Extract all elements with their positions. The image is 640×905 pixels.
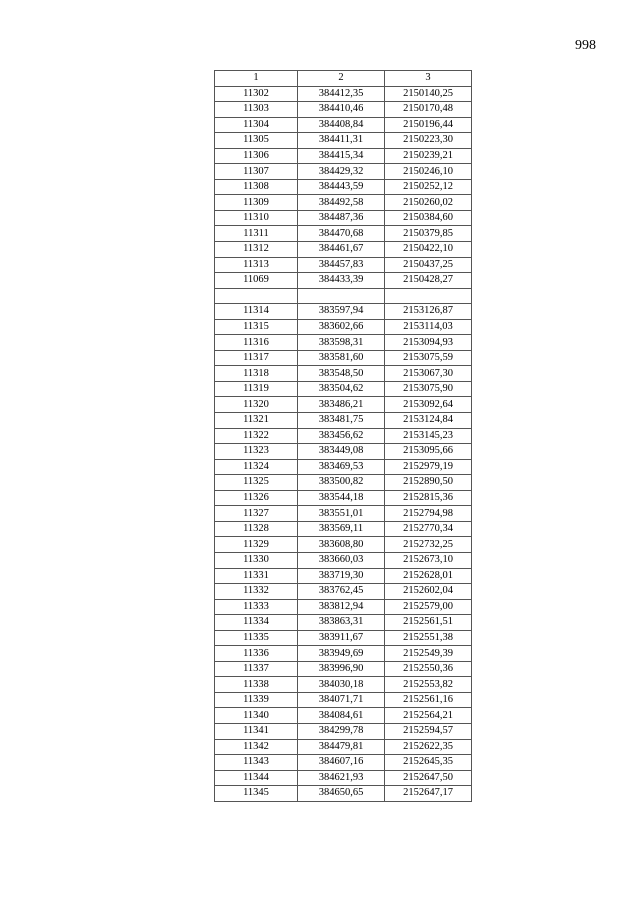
table-cell: 2152549,39 [385, 646, 472, 662]
column-header: 1 [215, 71, 298, 87]
table-cell: 384621,93 [298, 770, 385, 786]
table-cell: 384408,84 [298, 117, 385, 133]
table-row [215, 164, 472, 180]
table-cell [215, 288, 298, 304]
table-cell: 11336 [215, 646, 298, 662]
table-cell: 384071,71 [298, 692, 385, 708]
table-cell: 383544,18 [298, 490, 385, 506]
table-cell: 2152647,17 [385, 786, 472, 802]
table-cell: 383608,80 [298, 537, 385, 553]
table-cell: 383581,60 [298, 350, 385, 366]
table-cell: 11335 [215, 630, 298, 646]
table-cell: 2150196,44 [385, 117, 472, 133]
table-row [215, 459, 472, 475]
table-cell: 2152622,35 [385, 739, 472, 755]
table-row [215, 677, 472, 693]
table-cell: 2152628,01 [385, 568, 472, 584]
table-cell: 11340 [215, 708, 298, 724]
table-row [215, 444, 472, 460]
table-row [215, 692, 472, 708]
table-row [215, 195, 472, 211]
table-cell: 11313 [215, 257, 298, 273]
table-cell: 2153094,93 [385, 335, 472, 351]
table-cell: 11327 [215, 506, 298, 522]
table-cell: 2152770,34 [385, 521, 472, 537]
table-cell: 11333 [215, 599, 298, 615]
table-row [215, 257, 472, 273]
table-cell: 11321 [215, 413, 298, 429]
table-cell: 383551,01 [298, 506, 385, 522]
table-cell: 2153095,66 [385, 444, 472, 460]
table-cell: 2150170,48 [385, 102, 472, 118]
table-cell: 2153145,23 [385, 428, 472, 444]
table-cell: 2150422,10 [385, 242, 472, 258]
table-row [215, 755, 472, 771]
table-row [215, 630, 472, 646]
table-header-row [215, 71, 472, 87]
table-cell: 11339 [215, 692, 298, 708]
table-cell: 11345 [215, 786, 298, 802]
table-cell: 383548,50 [298, 366, 385, 382]
table-cell: 383456,62 [298, 428, 385, 444]
table-cell: 11337 [215, 661, 298, 677]
table-row [215, 242, 472, 258]
table-cell: 383598,31 [298, 335, 385, 351]
table-row [215, 552, 472, 568]
table-cell: 2152553,82 [385, 677, 472, 693]
table-cell: 383469,53 [298, 459, 385, 475]
table-cell: 384487,36 [298, 210, 385, 226]
table-cell: 383949,69 [298, 646, 385, 662]
table-cell: 11328 [215, 521, 298, 537]
table-cell: 384470,68 [298, 226, 385, 242]
table-row [215, 319, 472, 335]
table-cell: 11310 [215, 210, 298, 226]
table-cell: 11325 [215, 475, 298, 491]
table-cell: 384429,32 [298, 164, 385, 180]
table-cell: 383762,45 [298, 584, 385, 600]
table-cell: 384650,65 [298, 786, 385, 802]
table-cell: 2150223,30 [385, 133, 472, 149]
table-cell: 2150428,27 [385, 273, 472, 289]
table-cell: 383911,67 [298, 630, 385, 646]
table-cell: 383812,94 [298, 599, 385, 615]
table-row [215, 102, 472, 118]
table-cell: 2152594,57 [385, 723, 472, 739]
table-body [215, 86, 472, 801]
table-row [215, 428, 472, 444]
table-cell: 384299,78 [298, 723, 385, 739]
table-cell: 383486,21 [298, 397, 385, 413]
table-cell: 2153067,30 [385, 366, 472, 382]
table-cell: 2152561,51 [385, 615, 472, 631]
table-cell: 384030,18 [298, 677, 385, 693]
table-cell: 11304 [215, 117, 298, 133]
table-cell: 2150260,02 [385, 195, 472, 211]
table-row [215, 133, 472, 149]
table-cell: 11332 [215, 584, 298, 600]
table-cell: 11318 [215, 366, 298, 382]
table-cell: 383500,82 [298, 475, 385, 491]
table-row [215, 770, 472, 786]
table-cell: 2152815,36 [385, 490, 472, 506]
table-cell: 11323 [215, 444, 298, 460]
table-cell: 384084,61 [298, 708, 385, 724]
table-cell: 383863,31 [298, 615, 385, 631]
table-row [215, 366, 472, 382]
table-row [215, 397, 472, 413]
table-cell: 2150379,85 [385, 226, 472, 242]
table-cell: 2150246,10 [385, 164, 472, 180]
table-cell: 384415,34 [298, 148, 385, 164]
table-cell: 11344 [215, 770, 298, 786]
table-cell: 11309 [215, 195, 298, 211]
table-cell: 11308 [215, 179, 298, 195]
table-cell [385, 288, 472, 304]
table-cell: 11316 [215, 335, 298, 351]
table-cell: 11342 [215, 739, 298, 755]
table-cell: 384479,81 [298, 739, 385, 755]
table-cell: 2150140,25 [385, 86, 472, 102]
table-cell: 384443,59 [298, 179, 385, 195]
table-row [215, 646, 472, 662]
table-row [215, 226, 472, 242]
table-cell: 11317 [215, 350, 298, 366]
table-cell: 2153114,03 [385, 319, 472, 335]
table-row [215, 179, 472, 195]
table-row [215, 148, 472, 164]
table-cell: 384411,31 [298, 133, 385, 149]
table-cell: 383996,90 [298, 661, 385, 677]
table-cell: 384607,16 [298, 755, 385, 771]
table-cell: 11303 [215, 102, 298, 118]
table-cell: 11329 [215, 537, 298, 553]
table-row [215, 413, 472, 429]
table-cell: 383597,94 [298, 304, 385, 320]
table-cell: 2150437,25 [385, 257, 472, 273]
table-cell: 11330 [215, 552, 298, 568]
table-cell: 2152602,04 [385, 584, 472, 600]
table-cell: 383719,30 [298, 568, 385, 584]
table-row [215, 661, 472, 677]
table-cell: 11320 [215, 397, 298, 413]
table-row [215, 537, 472, 553]
table-cell: 2152890,50 [385, 475, 472, 491]
table-cell: 2153126,87 [385, 304, 472, 320]
table-cell: 384410,46 [298, 102, 385, 118]
table-cell: 11334 [215, 615, 298, 631]
table-cell: 11343 [215, 755, 298, 771]
table-cell: 11331 [215, 568, 298, 584]
table-row [215, 304, 472, 320]
table-cell: 383504,62 [298, 381, 385, 397]
table-cell: 11319 [215, 381, 298, 397]
table-row [215, 521, 472, 537]
table-cell: 2152551,38 [385, 630, 472, 646]
table-row [215, 490, 472, 506]
table-row [215, 381, 472, 397]
column-header: 2 [298, 71, 385, 87]
table-cell: 11311 [215, 226, 298, 242]
table-cell: 11302 [215, 86, 298, 102]
table-row [215, 599, 472, 615]
table-cell: 2153124,84 [385, 413, 472, 429]
column-header: 3 [385, 71, 472, 87]
table-row [215, 739, 472, 755]
table-cell: 2152647,50 [385, 770, 472, 786]
table-row [215, 584, 472, 600]
table-cell: 2152579,00 [385, 599, 472, 615]
table-cell: 2152564,21 [385, 708, 472, 724]
table-cell: 383602,66 [298, 319, 385, 335]
table-cell: 383569,11 [298, 521, 385, 537]
table-row [215, 708, 472, 724]
table-cell: 11326 [215, 490, 298, 506]
table-row [215, 86, 472, 102]
table-row [215, 350, 472, 366]
table-cell: 384457,83 [298, 257, 385, 273]
table-cell: 2153075,59 [385, 350, 472, 366]
table-row [215, 210, 472, 226]
table-cell: 2153092,64 [385, 397, 472, 413]
table-row [215, 288, 472, 304]
table-cell: 11307 [215, 164, 298, 180]
table-row [215, 117, 472, 133]
table-row [215, 615, 472, 631]
table-cell: 11322 [215, 428, 298, 444]
table-row [215, 723, 472, 739]
coordinates-table [214, 70, 472, 802]
table-row [215, 273, 472, 289]
table-cell: 11314 [215, 304, 298, 320]
table-cell: 2153075,90 [385, 381, 472, 397]
table-row [215, 568, 472, 584]
table-cell: 11069 [215, 273, 298, 289]
table-cell: 384461,67 [298, 242, 385, 258]
table-cell: 11305 [215, 133, 298, 149]
table-cell: 2150384,60 [385, 210, 472, 226]
table-cell [298, 288, 385, 304]
table-cell: 11341 [215, 723, 298, 739]
table-row [215, 506, 472, 522]
table-cell: 2152732,25 [385, 537, 472, 553]
table-cell: 11312 [215, 242, 298, 258]
table-row [215, 335, 472, 351]
table-cell: 384433,39 [298, 273, 385, 289]
table-cell: 2150252,12 [385, 179, 472, 195]
table-cell: 2152979,19 [385, 459, 472, 475]
table-cell: 2152794,98 [385, 506, 472, 522]
table-cell: 384412,35 [298, 86, 385, 102]
table-cell: 11324 [215, 459, 298, 475]
table-cell: 2152673,10 [385, 552, 472, 568]
table-cell: 2152550,36 [385, 661, 472, 677]
table-row [215, 786, 472, 802]
table-cell: 2152645,35 [385, 755, 472, 771]
page-number: 998 [575, 38, 596, 53]
table-cell: 2152561,16 [385, 692, 472, 708]
table-cell: 384492,58 [298, 195, 385, 211]
table-row [215, 475, 472, 491]
table-cell: 11306 [215, 148, 298, 164]
table-cell: 2150239,21 [385, 148, 472, 164]
table-cell: 383481,75 [298, 413, 385, 429]
table-cell: 11315 [215, 319, 298, 335]
table-cell: 383660,03 [298, 552, 385, 568]
table-cell: 11338 [215, 677, 298, 693]
table-cell: 383449,08 [298, 444, 385, 460]
